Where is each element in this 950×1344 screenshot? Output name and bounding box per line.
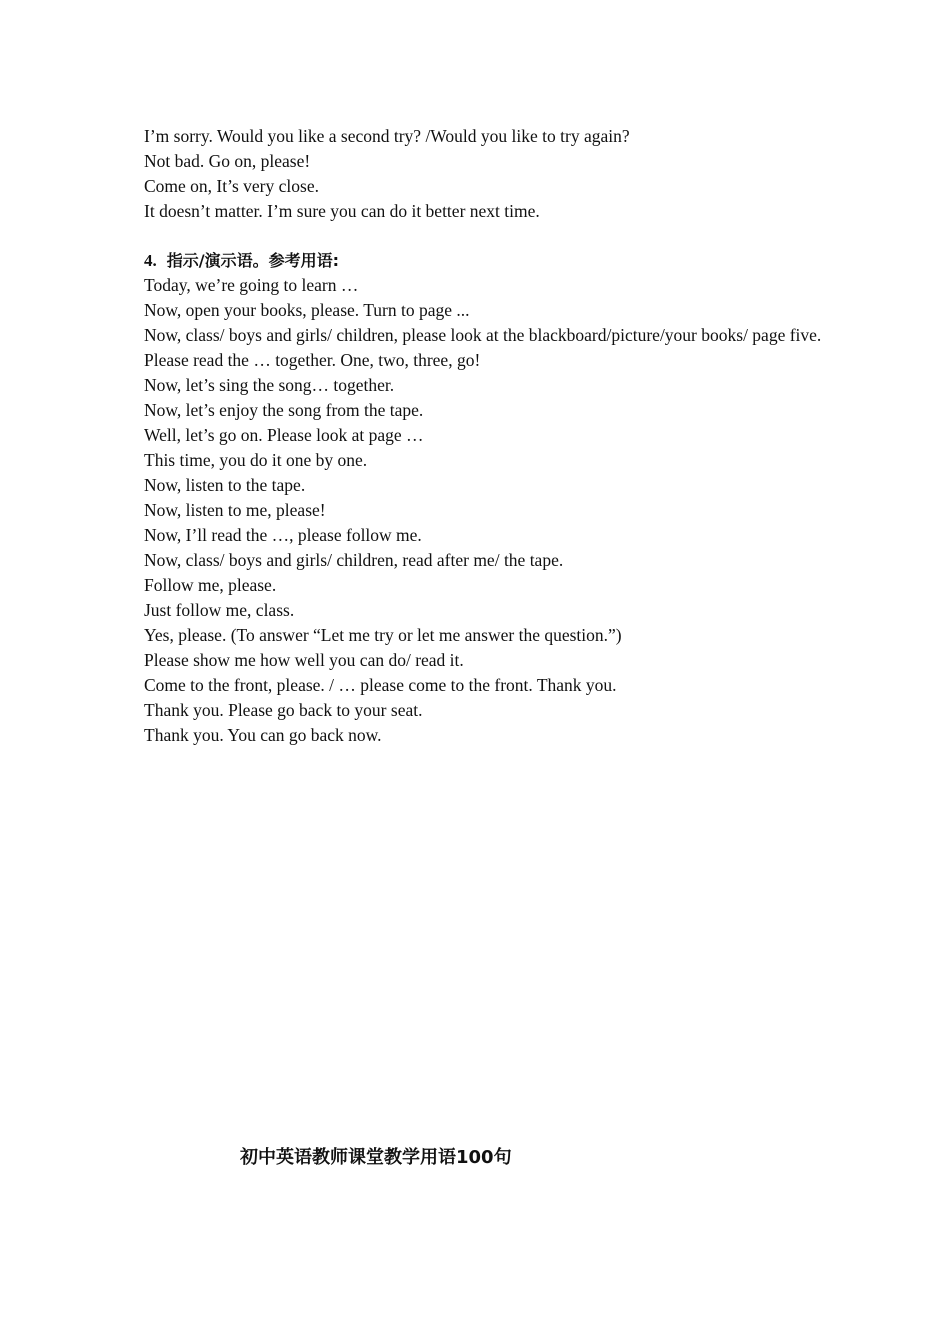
text-line: I’m sorry. Would you like a second try? /Would you like to try again? [144,126,630,146]
document-title [240,1144,512,1171]
text-line: This time, you do it one by one. [144,450,368,470]
text-line: Now, let’s enjoy the song from the tape. [144,400,424,420]
text-line: Come to the front, please. / … please come to the front. Thank you. [144,675,617,695]
text-line: Now, open your books, please. Turn to page ... [144,300,470,320]
text-line: Thank you. Please go back to your seat. [144,700,423,720]
text-line: Now, let’s sing the song… together. [144,375,395,395]
text-line: Now, class/ boys and girls/ children, read after me/ the tape. [144,550,564,570]
text-line: Please show me how well you can do/ read it. [144,650,464,670]
text-line: Thank you. You can go back now. [144,725,382,745]
text-line: Come on, It’s very close. [144,176,319,196]
text-line: Yes, please. (To answer “Let me try or let me answer the question.”) [144,625,622,645]
text-line: Now, listen to me, please! [144,500,326,520]
feedback-lines [144,124,824,224]
text-line: It doesn’t matter. I’m sure you can do it better next time. [144,201,540,221]
text-line: Please read the … together. One, two, three, go! [144,350,481,370]
text-line: Not bad. Go on, please! [144,151,311,171]
section-heading [144,248,824,273]
text-line: Just follow me, class. [144,600,295,620]
section-4 [144,248,824,748]
text-line: Well, let’s go on. Please look at page … [144,425,424,445]
text-line: Today, we’re going to learn … [144,275,359,295]
text-line: Now, class/ boys and girls/ children, please look at the blackboard/picture/your books/ page five. [144,325,822,345]
text-line: Follow me, please. [144,575,277,595]
text-line: Now, listen to the tape. [144,475,306,495]
text-line: Now, I’ll read the …, please follow me. [144,525,422,545]
document-title-text: 初中英语教师课堂教学用语100句 [240,1147,512,1168]
section-title: 指示/演示语。参考用语: [166,251,339,270]
section-number: 4. [144,251,157,270]
